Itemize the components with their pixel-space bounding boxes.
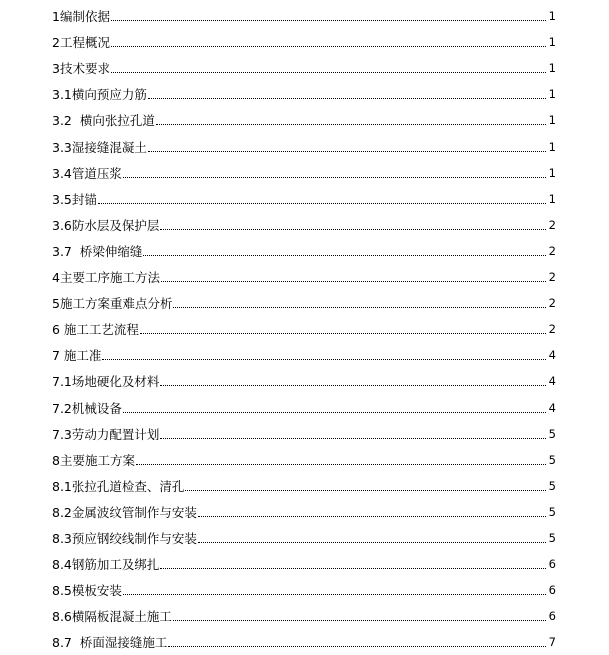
toc-entry[interactable] xyxy=(52,629,556,655)
dot-leader xyxy=(173,620,546,621)
dot-leader xyxy=(123,177,546,178)
toc-entry[interactable] xyxy=(52,499,556,525)
toc-entry-page: 5 xyxy=(548,530,556,545)
dot-leader xyxy=(111,46,546,47)
toc-entry-page: 5 xyxy=(548,426,556,441)
toc-entry[interactable] xyxy=(52,3,556,29)
toc-entry-title: 8.7 桥面湿接缝施工 xyxy=(52,635,168,651)
toc-entry-page: 4 xyxy=(548,400,556,415)
toc-entry-title: 7 施工准 xyxy=(52,348,102,364)
toc-entry-title: 5施工方案重难点分析 xyxy=(52,296,173,312)
toc-entry-title: 8.5模板安装 xyxy=(52,583,122,599)
toc-entry-title: 3.1横向预应力筋 xyxy=(52,87,147,103)
toc-entry-title: 8.4钢筋加工及绑扎 xyxy=(52,557,160,573)
toc-entry-page: 1 xyxy=(548,9,556,24)
dot-leader xyxy=(123,412,546,413)
toc-entry-title: 8.6横隔板混凝土施工 xyxy=(52,609,172,625)
table-of-contents xyxy=(52,3,556,655)
toc-entry-page: 1 xyxy=(548,61,556,76)
toc-entry-page: 5 xyxy=(548,452,556,467)
toc-entry[interactable] xyxy=(52,290,556,316)
dot-leader xyxy=(148,151,546,152)
toc-entry[interactable] xyxy=(52,447,556,473)
toc-entry-page: 2 xyxy=(548,243,556,258)
toc-entry-title: 1编制依据 xyxy=(52,9,110,25)
dot-leader xyxy=(160,438,546,439)
toc-entry[interactable] xyxy=(52,186,556,212)
toc-entry[interactable] xyxy=(52,212,556,238)
toc-entry-page: 2 xyxy=(548,322,556,337)
dot-leader xyxy=(156,124,546,125)
toc-entry[interactable] xyxy=(52,316,556,342)
dot-leader xyxy=(111,20,546,21)
dot-leader xyxy=(161,281,546,282)
toc-entry-title: 8.2金属波纹管制作与安装 xyxy=(52,504,197,520)
toc-entry-page: 4 xyxy=(548,374,556,389)
toc-entry-page: 1 xyxy=(548,113,556,128)
toc-entry-page: 5 xyxy=(548,478,556,493)
dot-leader xyxy=(143,255,546,256)
toc-entry[interactable] xyxy=(52,368,556,394)
toc-entry[interactable] xyxy=(52,81,556,107)
toc-entry[interactable] xyxy=(52,133,556,159)
dot-leader xyxy=(148,98,546,99)
dot-leader xyxy=(168,646,546,647)
dot-leader xyxy=(102,359,546,360)
toc-entry-title: 4主要工序施工方法 xyxy=(52,270,160,286)
dot-leader xyxy=(98,203,546,204)
toc-entry-title: 3.6防水层及保护层 xyxy=(52,217,160,233)
toc-entry-page: 2 xyxy=(548,296,556,311)
toc-entry-page: 1 xyxy=(548,191,556,206)
toc-entry-page: 2 xyxy=(548,270,556,285)
toc-entry-page: 6 xyxy=(548,609,556,624)
toc-entry-page: 2 xyxy=(548,217,556,232)
toc-entry-title: 7.1场地硬化及材料 xyxy=(52,374,160,390)
toc-entry-title: 3.4管道压浆 xyxy=(52,165,122,181)
toc-entry[interactable] xyxy=(52,577,556,603)
dot-leader xyxy=(198,542,546,543)
toc-entry[interactable] xyxy=(52,551,556,577)
toc-entry-title: 8.3预应钢绞线制作与安装 xyxy=(52,530,197,546)
toc-entry[interactable] xyxy=(52,264,556,290)
dot-leader xyxy=(123,594,546,595)
toc-entry[interactable] xyxy=(52,394,556,420)
toc-entry-title: 8.1张拉孔道检查、清孔 xyxy=(52,478,185,494)
toc-entry-title: 6 施工工艺流程 xyxy=(52,322,139,338)
dot-leader xyxy=(140,333,546,334)
dot-leader xyxy=(160,385,546,386)
dot-leader xyxy=(136,464,546,465)
dot-leader xyxy=(198,516,546,517)
dot-leader xyxy=(160,229,546,230)
toc-entry-page: 4 xyxy=(548,348,556,363)
toc-entry[interactable] xyxy=(52,29,556,55)
toc-entry-title: 3.7 桥梁伸缩缝 xyxy=(52,243,143,259)
toc-entry-page: 1 xyxy=(548,87,556,102)
toc-entry-title: 2工程概况 xyxy=(52,35,110,51)
toc-entry[interactable] xyxy=(52,342,556,368)
toc-entry-page: 1 xyxy=(548,165,556,180)
toc-entry-title: 3.2 横向张拉孔道 xyxy=(52,113,155,129)
dot-leader xyxy=(185,490,546,491)
toc-entry-page: 5 xyxy=(548,504,556,519)
toc-entry-page: 6 xyxy=(548,583,556,598)
toc-entry[interactable] xyxy=(52,421,556,447)
toc-entry-title: 7.3劳动力配置计划 xyxy=(52,426,160,442)
toc-entry-page: 7 xyxy=(548,635,556,650)
toc-entry-title: 3技术要求 xyxy=(52,61,110,77)
toc-entry[interactable] xyxy=(52,160,556,186)
toc-entry-page: 1 xyxy=(548,35,556,50)
toc-entry[interactable] xyxy=(52,473,556,499)
toc-entry[interactable] xyxy=(52,525,556,551)
toc-entry-title: 7.2机械设备 xyxy=(52,400,122,416)
dot-leader xyxy=(160,568,546,569)
dot-leader xyxy=(173,307,546,308)
toc-entry[interactable] xyxy=(52,238,556,264)
toc-entry-title: 8主要施工方案 xyxy=(52,452,135,468)
toc-entry-title: 3.5封锚 xyxy=(52,191,97,207)
toc-entry-page: 6 xyxy=(548,557,556,572)
dot-leader xyxy=(111,72,546,73)
toc-entry[interactable] xyxy=(52,603,556,629)
toc-entry-page: 1 xyxy=(548,139,556,154)
toc-entry[interactable] xyxy=(52,55,556,81)
toc-entry-title: 3.3湿接缝混凝土 xyxy=(52,139,147,155)
toc-entry[interactable] xyxy=(52,107,556,133)
